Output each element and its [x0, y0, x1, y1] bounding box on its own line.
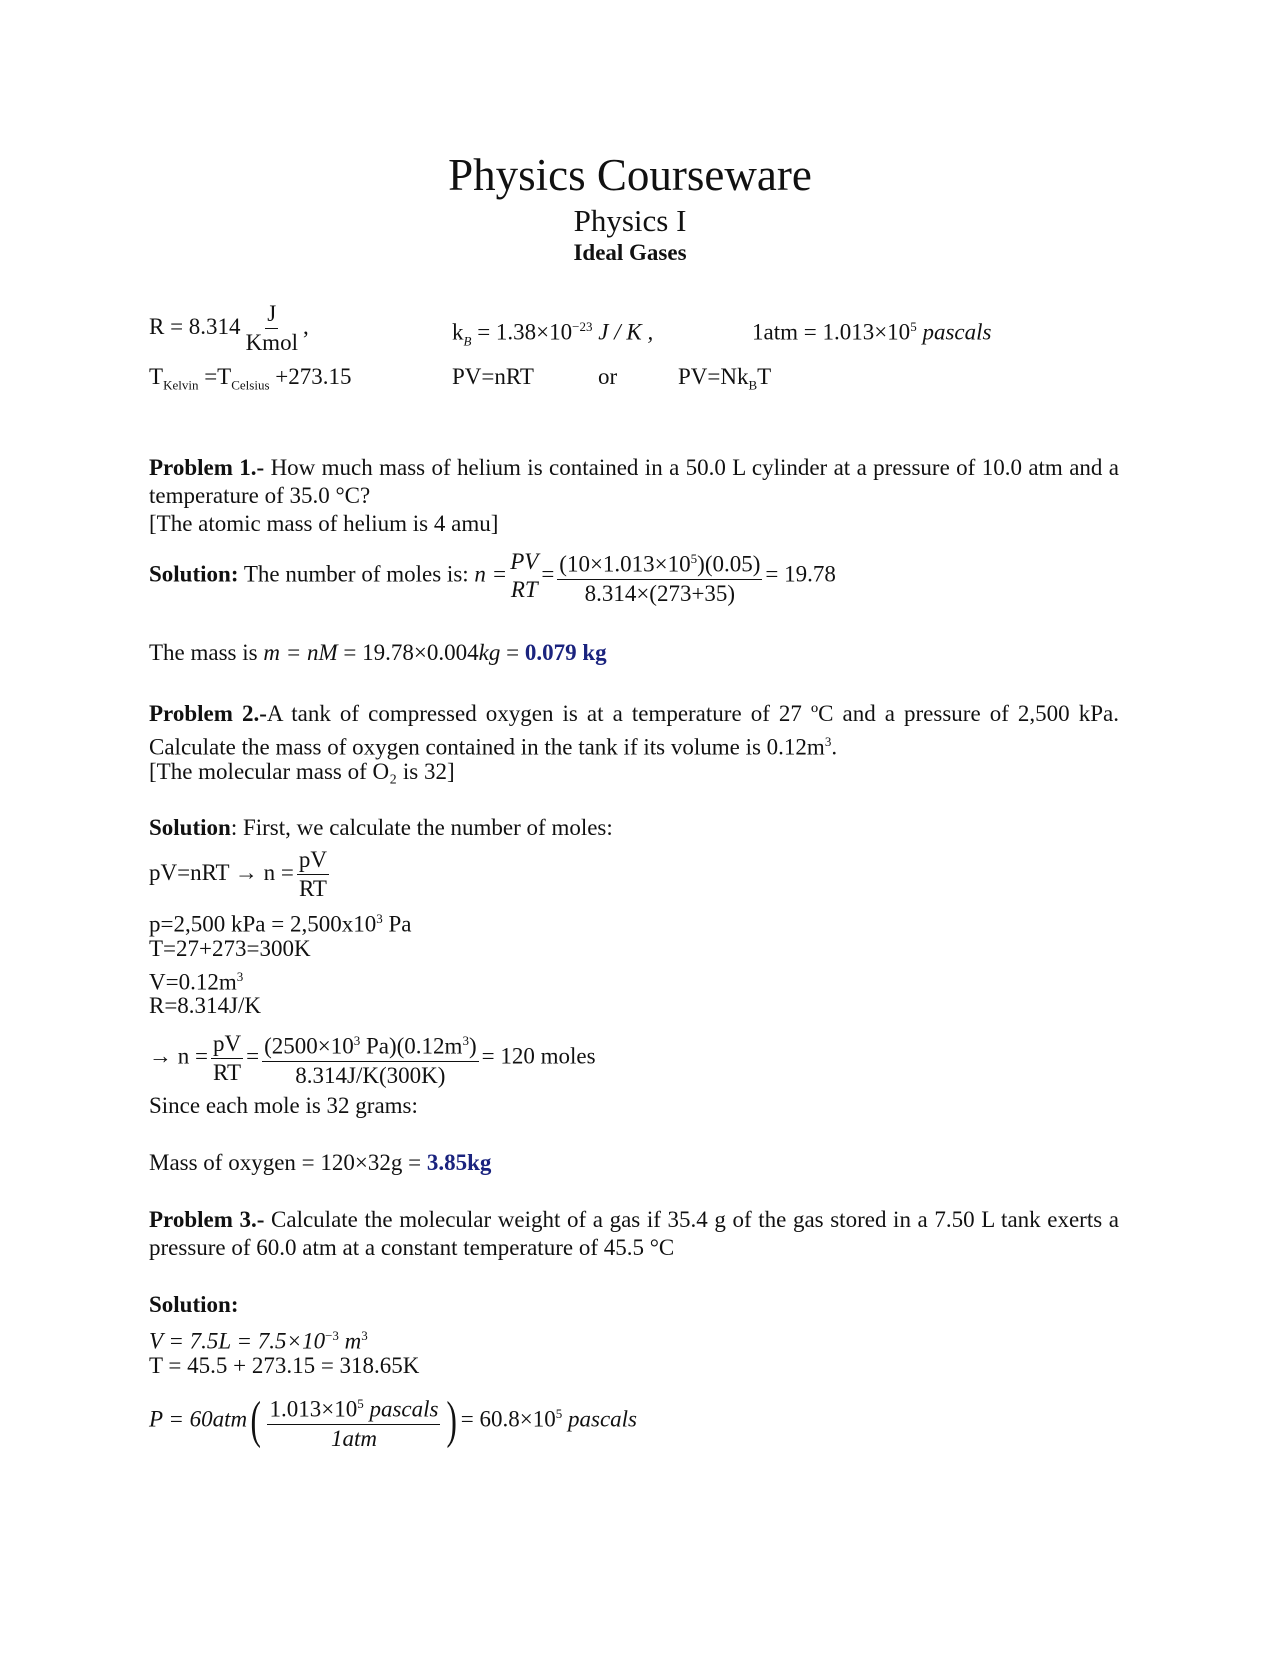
- ideal-gas-law: PV=nRT: [452, 364, 534, 389]
- problem-2-note: [The molecular mass of O₂ is 32]: [149, 759, 455, 784]
- pressure-conversion: P = 60atm( $1.013\times 10^5$ pascals 1atm ) = $60.8\times 10^5$ pascals: [149, 1390, 637, 1453]
- page-title: Physics Courseware: [448, 150, 812, 200]
- atm-conversion: $1atm = 1.013\times 10^5$ pascals: [752, 319, 992, 345]
- problem-1-mass: The mass is m = nM = 19.78×0.004kg = 0.079 kg: [149, 640, 607, 665]
- problem-2: Problem 2.-A tank of compressed oxygen is at a temperature of 27 ºC and a pressure of 2,500 kPa. Calculate the mass of oxygen contained in the tank if its volume is $0.12m^3$.: [149, 701, 1119, 760]
- volume-conversion: $V = 7.5L = 7.5\times 10^{-3}$ $m^3$: [149, 1328, 368, 1354]
- since-text: Since each mole is 32 grams:: [149, 1093, 418, 1118]
- volume-value: $V=0.12m^3$: [149, 969, 244, 995]
- problem-2-answer: 3.85kg: [426, 1150, 492, 1175]
- problem-1-answer: 0.079 kg: [524, 640, 607, 665]
- temperature-conversion: T = 45.5 + 273.15 = 318.65K: [149, 1353, 420, 1378]
- topic-heading: Ideal Gases: [573, 240, 687, 265]
- problem-1-note: [The atomic mass of helium is 4 amu]: [149, 511, 499, 536]
- or-text: or: [598, 364, 618, 389]
- kelvin-conversion: $T_{Kelvin} =T_{Celsius} +273.15$: [149, 364, 352, 393]
- problem-1: Problem 1.- How much mass of helium is contained in a 50.0 L cylinder at a pressure of 10.0 atm and a temperature of 35.0 °C?: [149, 455, 1119, 508]
- boltzmann-constant: $k_B = 1.38\times 10^{-23}$ J / K ,: [452, 319, 654, 349]
- course-subtitle: Physics I: [573, 203, 687, 238]
- problem-3: Problem 3.- Calculate the molecular weight of a gas if 35.4 g of the gas stored in a 7.50 L tank exerts a pressure of 60.0 atm at a constant temperature of 45.5 °C: [149, 1207, 1119, 1260]
- problem-3-solution: Solution:: [149, 1292, 239, 1317]
- gas-constant: R = 8.314 J Kmol ,: [149, 301, 309, 355]
- r-value: R=8.314J/K: [149, 993, 262, 1018]
- moles-formula: pV=nRT → n = $\frac{pV}{RT}$: [149, 847, 328, 901]
- problem-2-mass: Mass of oxygen = 120×32g = 3.85kg: [149, 1150, 492, 1175]
- moles-calculation: → n = $\frac{pV}{RT}$ = $\frac{(2500\times 10^3 Pa)(0.12m^3)}{8.314J/K(300K)}$ = 120 moles: [149, 1027, 596, 1090]
- problem-1-solution: Solution: The number of moles is: n = PV RT = $\frac{(10\times 1.013\times 10^5)(0.05)}{8.314\times(273+35)}$ = 19.78: [149, 545, 836, 608]
- problem-2-solution: Solution: First, we calculate the number of moles:: [149, 815, 613, 840]
- temperature-value: T=27+273=300K: [149, 936, 311, 961]
- pressure-value: p=2,500 kPa = $2,500x10^3$ Pa: [149, 911, 412, 937]
- ideal-gas-law-alt: $PV=Nk_BT$: [678, 364, 772, 393]
